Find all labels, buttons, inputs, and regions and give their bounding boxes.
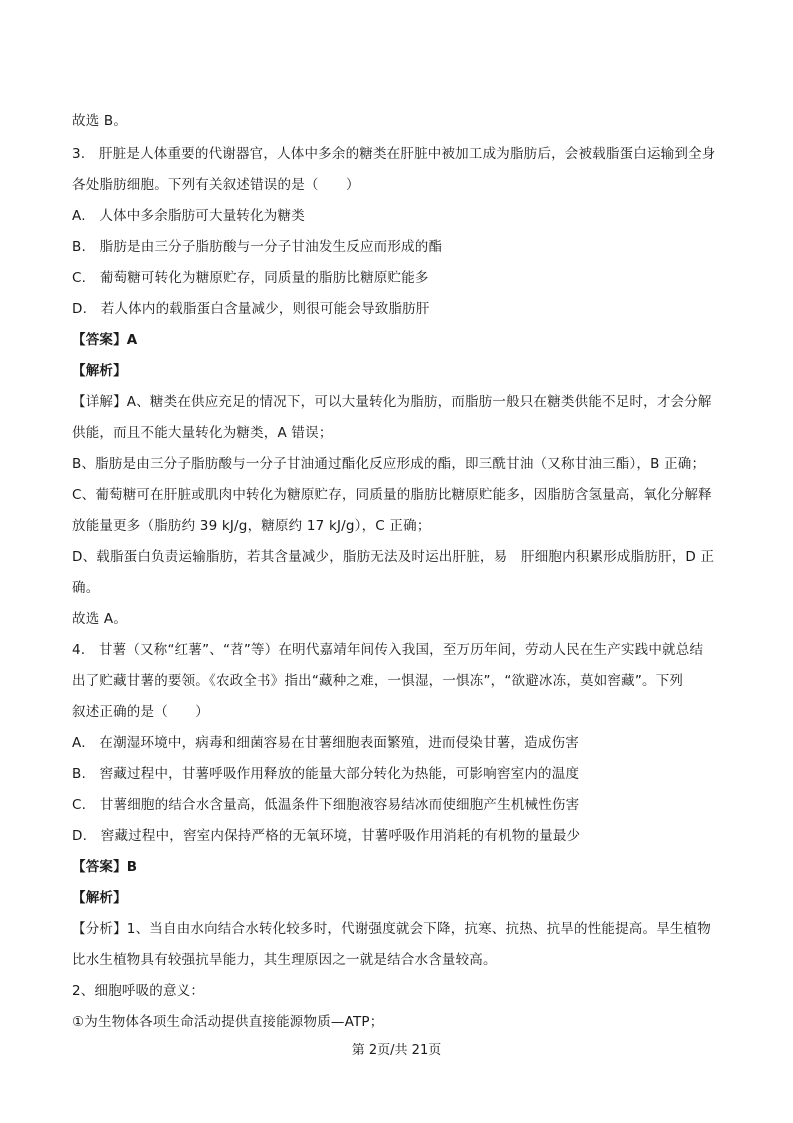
question-4-stem-line-1: 4. 甘薯（又称“红薯”、“苕”等）在明代嘉靖年间传入我国，至万历年间，劳动人民在生产实践中就总结	[72, 642, 704, 658]
question-3-option-d: D. 若人体内的载脂蛋白含量减少，则很可能会导致脂肪肝	[72, 301, 430, 317]
question-3-choice: 故选 A。	[72, 611, 128, 627]
question-4-stem-line-2: 出了贮藏甘薯的要领。《农政全书》指出“藏种之难，一惧湿，一惧冻”，“欲避冰冻，莫如窖藏”。下列	[72, 673, 684, 689]
question-3-detail-line-4: C、葡萄糖可在肝脏或肌肉中转化为糖原贮存，同质量的脂肪比糖原贮能多，因脂肪含氢量高，氧化分解释	[72, 487, 712, 503]
question-4-analysis-line-4: ①为生物体各项生命活动提供直接能源物质—ATP；	[72, 1014, 384, 1030]
question-3-answer: 【答案】A	[72, 332, 138, 348]
question-3-option-b: B. 脂肪是由三分子脂肪酸与一分子甘油发生反应而形成的酯	[72, 239, 443, 255]
question-3-stem-line-2: 各处脂肪细胞。下列有关叙述错误的是（ ）	[72, 177, 360, 193]
question-4-analysis-line-3: 2、细胞呼吸的意义：	[72, 983, 205, 999]
question-4-analysis-line-2: 比水生植物具有较强抗旱能力，其生理原因之一就是结合水含量较高。	[72, 952, 497, 968]
question-3-detail-line-2: 供能，而且不能大量转化为糖类，A 错误；	[72, 425, 333, 441]
question-3-option-a: A. 人体中多余脂肪可大量转化为糖类	[72, 208, 305, 224]
question-4-stem-line-3: 叙述正确的是（ ）	[72, 704, 209, 720]
question-3-detail-line-5: 放能量更多（脂肪约 39 kJ/g，糖原约 17 kJ/g），C 正确；	[72, 518, 431, 534]
question-4-option-d: D. 窖藏过程中，窖室内保持严格的无氧环境，甘薯呼吸作用消耗的有机物的量最少	[72, 828, 581, 844]
page-footer: 第 2页/共 21页	[351, 1043, 442, 1058]
line-1: 故选 B。	[72, 113, 128, 129]
question-4-analysis-heading: 【解析】	[72, 890, 127, 906]
question-3-option-c: C. 葡萄糖可转化为糖原贮存，同质量的脂肪比糖原贮能多	[72, 270, 429, 286]
question-3-detail-line-1: 【详解】A、糖类在供应充足的情况下，可以大量转化为脂肪，而脂肪一般只在糖类供能不足时，才会分解	[72, 394, 712, 410]
question-3-detail-line-6: D、载脂蛋白负责运输脂肪，若其含量减少，脂肪无法及时运出肝脏，易 肝细胞内积累形成脂肪肝，D 正	[72, 549, 715, 565]
question-4-option-b: B. 窖藏过程中，甘薯呼吸作用释放的能量大部分转化为热能，可影响窖室内的温度	[72, 766, 580, 782]
question-4-answer: 【答案】B	[72, 859, 138, 875]
question-3-analysis-heading: 【解析】	[72, 363, 127, 379]
question-4-option-a: A. 在潮湿环境中，病毒和细菌容易在甘薯细胞表面繁殖，进而侵染甘薯，造成伤害	[72, 735, 579, 751]
question-4-analysis-line-1: 【分析】1、当自由水向结合水转化较多时，代谢强度就会下降，抗寒、抗热、抗旱的性能提高。旱生植物	[72, 921, 711, 937]
question-3-stem-line-1: 3. 肝脏是人体重要的代谢器官，人体中多余的糖类在肝脏中被加工成为脂肪后，会被载脂蛋白运输到全身	[72, 146, 716, 162]
question-4-option-c: C. 甘薯细胞的结合水含量高，低温条件下细胞液容易结冰而使细胞产生机械性伤害	[72, 797, 580, 813]
question-3-detail-line-3: B、脂肪是由三分子脂肪酸与一分子甘油通过酯化反应形成的酯，即三酰甘油（又称甘油三酯），B 正确；	[72, 456, 706, 472]
question-3-detail-line-7: 确。	[72, 580, 100, 596]
